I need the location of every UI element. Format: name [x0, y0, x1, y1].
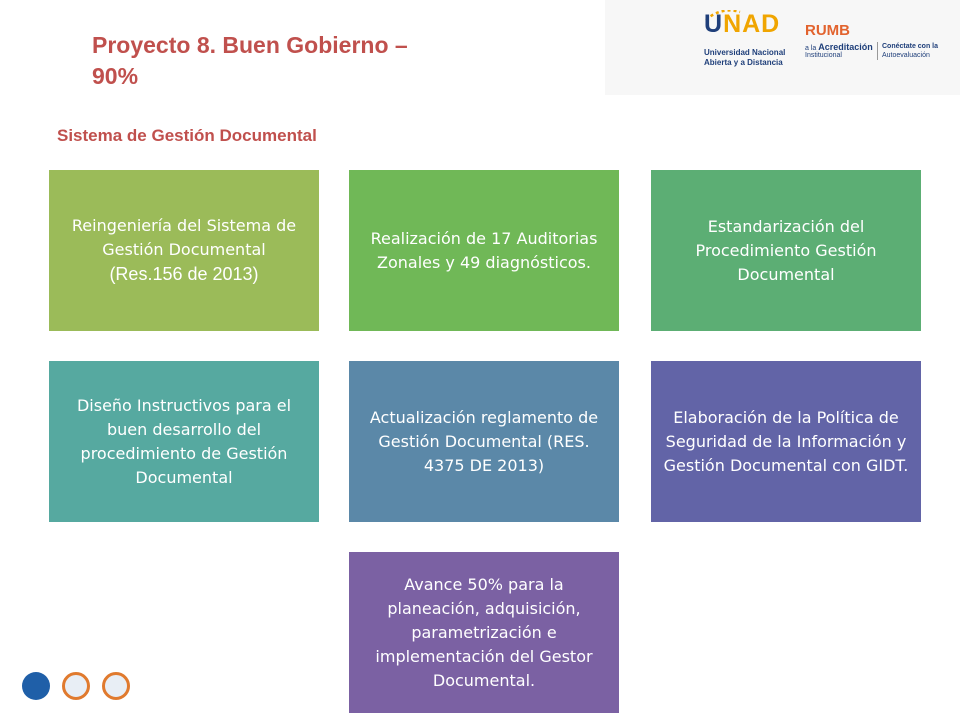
- box-avance-gestor-text: Avance 50% para la planeación, adquisición, parametrización e implementación del Gestor Documental.: [375, 574, 593, 690]
- page-subtitle: Sistema de Gestión Documental: [57, 126, 317, 145]
- box-politica-seguridad-text: Elaboración de la Política de Seguridad de la Información y Gestión Documental con GIDT.: [663, 407, 909, 475]
- box-auditorias-text: Realización de 17 Auditorias Zonales y 49 diagnósticos.: [370, 228, 598, 272]
- box-reglamento-text: Actualización reglamento de Gestión Documental (RES. 4375 DE 2013): [369, 407, 599, 475]
- box-reglamento: [349, 361, 619, 522]
- box-auditorias: [349, 170, 619, 331]
- box-instructivos-text: Diseño Instructivos para el buen desarrollo del procedimiento de Gestión Documental: [76, 395, 292, 487]
- box-avance-gestor: [349, 552, 619, 713]
- unad-wordmark: UNAD: [704, 10, 781, 38]
- box-reingenieria-res: (Res.156 de 2013): [109, 264, 259, 284]
- box-estandarizacion-text: Estandarización del Procedimiento Gestión Documental: [695, 216, 877, 284]
- box-politica-seguridad: [651, 361, 921, 522]
- box-estandarizacion: [651, 170, 921, 331]
- unad-subtitle: Universidad Nacional Abierta y a Distancia: [704, 48, 786, 67]
- page-title: [92, 30, 492, 92]
- box-reingenieria-text: Reingeniería del Sistema de Gestión Documental: [71, 216, 297, 259]
- colombia-seal-icon: [22, 672, 50, 700]
- box-reingenieria: [49, 170, 319, 331]
- sgs-certification-icon: [102, 672, 130, 700]
- sgs-certification-icon: [62, 672, 90, 700]
- title-line-1: Proyecto 8. Buen Gobierno –: [92, 32, 408, 58]
- title-line-2: 90%: [92, 63, 139, 89]
- box-instructivos: [49, 361, 319, 522]
- rumbo-logo: RUMB a la Acreditación Institucional Conéctate con la Autoevaluación: [805, 22, 939, 59]
